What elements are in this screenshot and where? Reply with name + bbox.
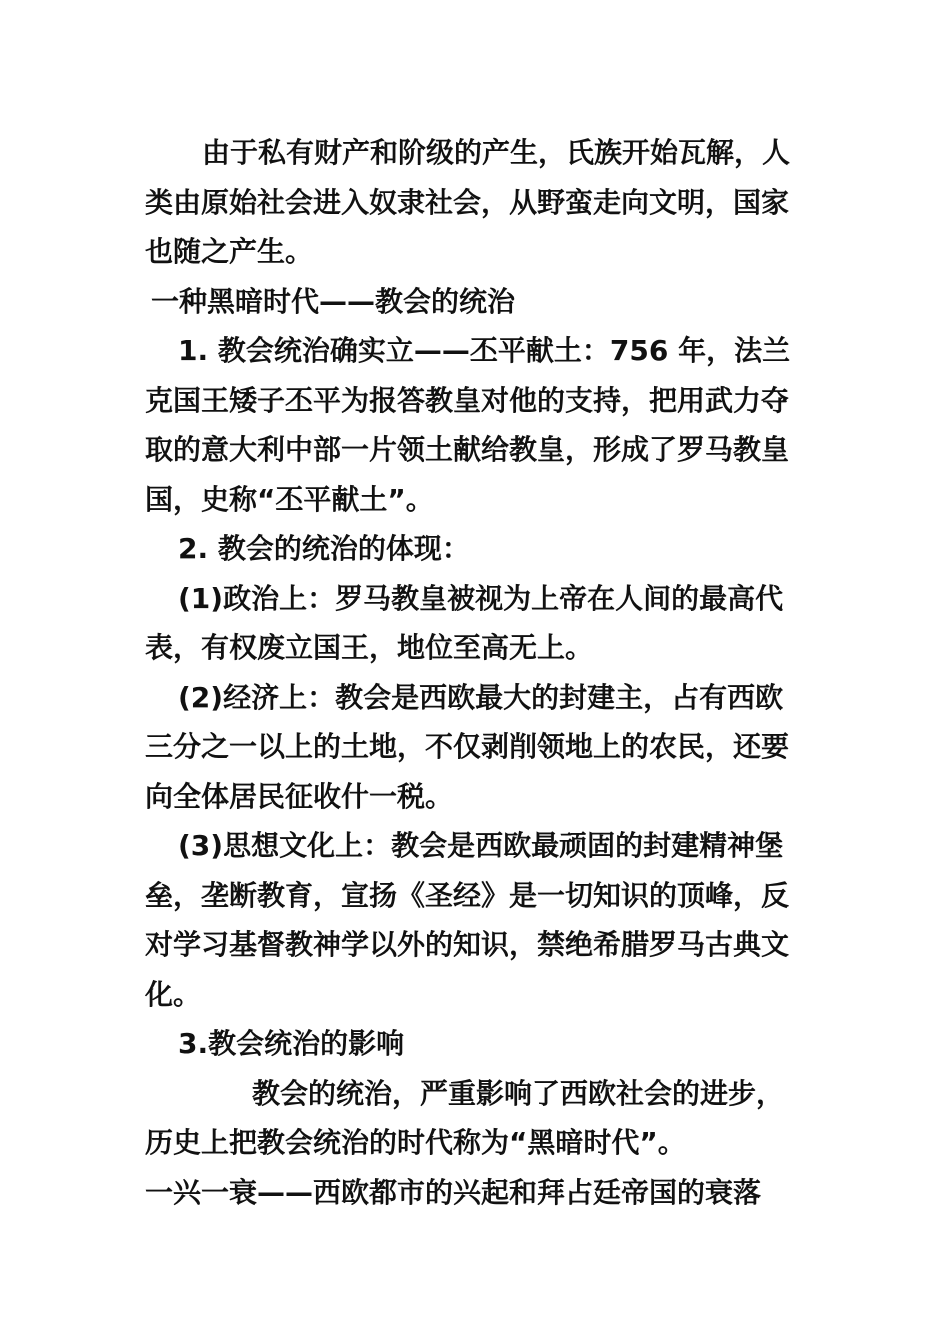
paragraph-political: (1)政治上：罗马教皇被视为上帝在人间的最高代表，有权废立国王，地位至高无上。 bbox=[145, 581, 784, 664]
section-heading-rise-fall: 一兴一衰——西欧都市的兴起和拜占廷帝国的衰落 bbox=[145, 1175, 762, 1209]
paragraph-influence: 教会的统治，严重影响了西欧社会的进步，历史上把教会统治的时代称为“黑暗时代”。 bbox=[145, 1076, 785, 1159]
paragraph-economic: (2)经济上：教会是西欧最大的封建主，占有西欧三分之一以上的土地，不仅剥削领地上的农民，还要向全体居民征收什一税。 bbox=[145, 680, 790, 813]
paragraph-cultural: (3)思想文化上：教会是西欧最顽固的封建精神堡垒，垄断教育，宣扬《圣经》是一切知识的顶峰，反对学习基督教神学以外的知识，禁绝希腊罗马古典文化。 bbox=[145, 829, 790, 1011]
paragraph-pepin-donation: 1. 教会统治确实立——丕平献土：756 年，法兰克国王矮子丕平为报答教皇对他的支持，把用武力夺取的意大利中部一片领土献给教皇，形成了罗马教皇国，史称“丕平献土”。 bbox=[145, 334, 791, 516]
document-body bbox=[145, 128, 810, 1217]
paragraph-influence-heading: 3.教会统治的影响 bbox=[178, 1027, 405, 1060]
paragraph-state-origin: 由于私有财产和阶级的产生，氏族开始瓦解，人类由原始社会进入奴隶社会，从野蛮走向文明，国家也随之产生。 bbox=[145, 136, 791, 268]
paragraph-church-rule-heading: 2. 教会的统治的体现： bbox=[178, 532, 470, 565]
section-heading-dark-age: 一种黑暗时代——教会的统治 bbox=[151, 284, 516, 318]
